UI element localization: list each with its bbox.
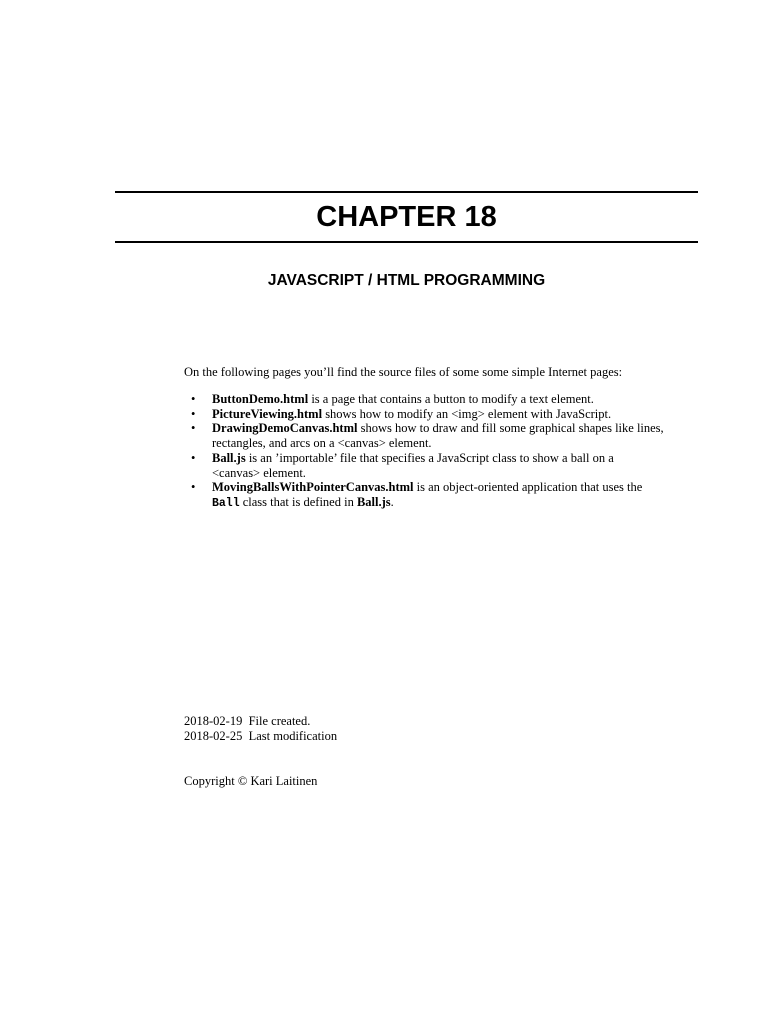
chapter-title: CHAPTER 18 — [316, 201, 497, 233]
file-name: MovingBallsWithPointerCanvas.html — [212, 480, 414, 495]
revision-note: File created. — [248, 714, 311, 728]
file-description: class that is defined in — [239, 494, 357, 509]
file-description: shows how to draw and fill some graphical shapes like lines, rectangles, and arcs on a <canvas> element. — [212, 421, 664, 451]
list-item — [184, 392, 664, 407]
bullet: • — [191, 406, 196, 421]
sentence-end: . — [390, 494, 394, 509]
revision-date: 2018-02-19 — [184, 714, 243, 728]
top-rule — [115, 191, 698, 193]
revision-entry — [184, 729, 664, 744]
file-description: is an object-oriented application that uses the — [413, 480, 643, 495]
list-item — [184, 421, 664, 450]
bullet: • — [191, 450, 196, 465]
list-item — [184, 480, 664, 511]
bullet: • — [191, 392, 196, 406]
revision-date: 2018-02-25 — [184, 728, 243, 743]
file-name: DrawingDemoCanvas.html — [212, 421, 358, 436]
file-name: PictureViewing.html — [212, 406, 323, 421]
bottom-rule — [115, 241, 698, 243]
file-reference: Ball.js — [356, 494, 391, 509]
bullet: • — [191, 480, 196, 495]
bullet: • — [191, 421, 196, 436]
file-name: ButtonDemo.html — [212, 392, 309, 406]
list-item — [184, 407, 664, 422]
file-description: is a page that contains a button to modify a text element. — [308, 392, 594, 406]
copyright-notice: Copyright © Kari Laitinen — [184, 774, 318, 788]
revision-history — [184, 714, 664, 743]
file-description: is an ’importable’ file that specifies a JavaScript class to show a ball on a <canvas> element. — [212, 450, 614, 480]
revision-note: Last modification — [248, 728, 338, 743]
file-description: shows how to modify an <img> element with JavaScript. — [322, 406, 612, 421]
chapter-subtitle: JAVASCRIPT / HTML PROGRAMMING — [267, 272, 546, 289]
file-name: Ball.js — [212, 450, 246, 465]
list-item — [184, 451, 664, 480]
revision-entry — [184, 714, 664, 729]
class-name-code: Ball — [212, 496, 240, 510]
intro-paragraph: On the following pages you’ll find the source files of some some simple Internet pages: — [184, 365, 623, 379]
source-files-list — [184, 392, 664, 512]
